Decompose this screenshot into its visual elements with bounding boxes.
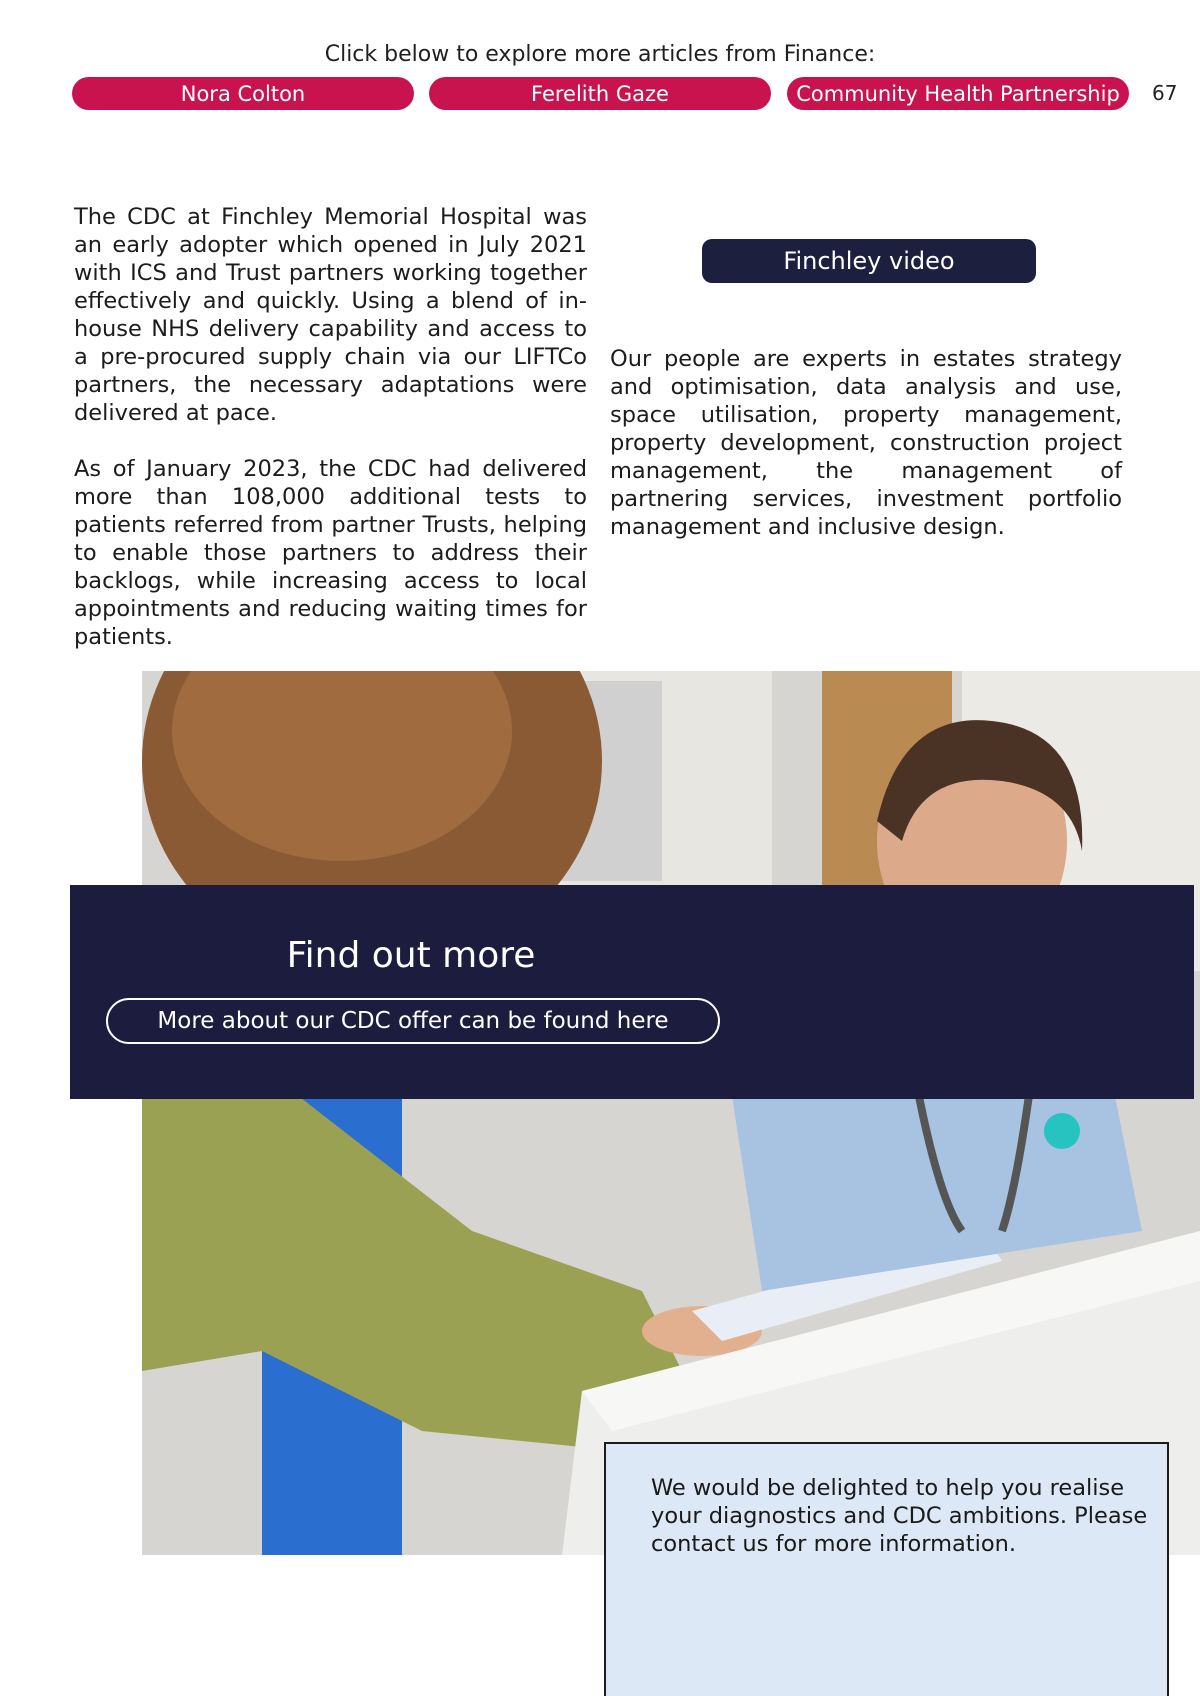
left-paragraph-1: The CDC at Finchley Memorial Hospital was an early adopter which opened in July 2021 with ICS and Trust partners working together effectively and quickly. Using a blend of in-house NHS delivery capability and access to a pre-procured supply chain via our LIFTCo partners, the necessary adaptations were delivered at pace. <box>74 204 587 426</box>
article-link-community-health-partnership[interactable]: Community Health Partnership <box>787 77 1129 110</box>
finchley-video-button[interactable]: Finchley video <box>702 239 1036 283</box>
cdc-offer-link-button[interactable]: More about our CDC offer can be found here <box>106 998 720 1044</box>
contact-text: We would be delighted to help you realise your diagnostics and CDC ambitions. Please contact us for more information. <box>651 1475 1148 1557</box>
nurse-reception-photo <box>142 671 1200 1555</box>
find-out-more-panel <box>70 885 1194 1099</box>
article-link-nora-colton[interactable]: Nora Colton <box>72 77 414 110</box>
article-link-ferelith-gaze[interactable]: Ferelith Gaze <box>429 77 771 110</box>
find-out-more-title: Find out more <box>286 935 536 976</box>
left-column <box>74 203 587 651</box>
right-paragraph: Our people are experts in estates strategy and optimisation, data analysis and use, space utilisation, property management, property development, construction project management, the management of partnering services, investment portfolio management and inclusive design. <box>610 346 1122 540</box>
explore-heading: Click below to explore more articles from Finance: <box>324 42 876 67</box>
right-column <box>610 345 1122 541</box>
page-number: 67 <box>1152 81 1178 105</box>
photo-illustration <box>142 671 1200 1555</box>
left-paragraph-2: As of January 2023, the CDC had delivered more than 108,000 additional tests to patients referred from partner Trusts, helping to enable those partners to address their backlogs, while increasing access to local appointments and reducing waiting times for patients. <box>74 456 587 650</box>
